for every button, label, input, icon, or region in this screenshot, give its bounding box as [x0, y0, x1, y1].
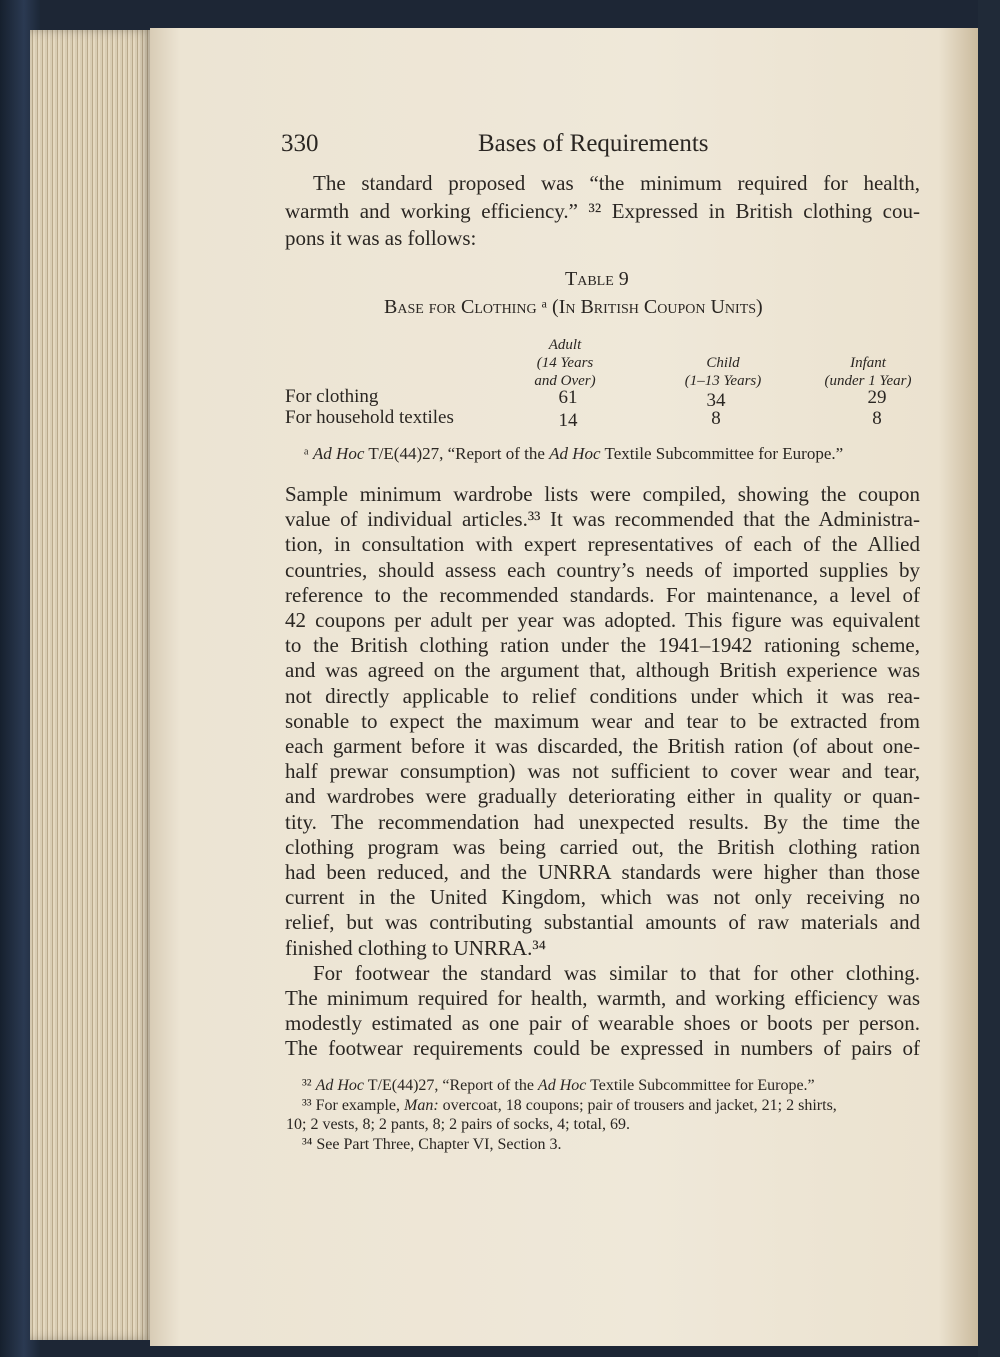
- header-line: (1–13 Years): [684, 373, 762, 389]
- footnote-mark: ᵃ: [304, 444, 309, 463]
- header-line: (under 1 Year): [824, 373, 912, 389]
- text-line: finished clothing to UNRRA.³⁴: [285, 935, 546, 960]
- footnote-33: [302, 1096, 837, 1115]
- text-line: The footwear requirements could be expressed in numbers of pairs of: [285, 1036, 920, 1061]
- text-line: and wardrobes were gradually deteriorating either in quality or quan-: [285, 784, 920, 809]
- running-title: Bases of Requirements: [478, 130, 709, 157]
- cell: 8: [711, 408, 721, 429]
- footnote-34: ³⁴ See Part Three, Chapter VI, Section 3.: [302, 1136, 562, 1153]
- text-line: sonable to expect the maximum wear and tear to be extracted from: [285, 708, 920, 733]
- header-line: Child: [706, 355, 740, 371]
- text-line: not directly applicable to relief conditions under which it was rea-: [285, 683, 920, 708]
- text-line: to the British clothing ration under the 1941–1942 rationing scheme,: [285, 633, 920, 658]
- footnote-italic: Ad Hoc: [315, 1077, 365, 1094]
- header-line: Adult: [548, 337, 582, 353]
- footnote-text: For example,: [315, 1097, 405, 1114]
- background-right: [978, 0, 1000, 1357]
- cell: 29: [867, 387, 887, 408]
- text-line: tity. The recommendation had unexpected results. By the time the: [285, 809, 920, 834]
- footnote-32: [302, 1076, 815, 1095]
- text-line: value of individual articles.³³ It was recommended that the Administra-: [285, 507, 920, 532]
- footnote-mark: ³³: [302, 1097, 312, 1114]
- footnote-33-cont: 10; 2 vests, 8; 2 pants, 8; 2 pairs of socks, 4; total, 69.: [286, 1116, 630, 1133]
- text-line: For footwear the standard was similar to that for other clothing.: [313, 960, 920, 985]
- table-footnote: [304, 444, 843, 463]
- cell: 14: [558, 410, 578, 431]
- table-label: Table 9: [565, 268, 629, 290]
- column-header-adult: [520, 336, 610, 390]
- text-line: modestly estimated as one pair of wearable shoes or boots per person.: [285, 1011, 920, 1036]
- text-line: pons it was as follows:: [285, 226, 477, 250]
- cell: 61: [558, 387, 578, 408]
- column-header-child: [668, 354, 778, 390]
- text-line: had been reduced, and the UNRRA standards were higher than those: [285, 860, 920, 884]
- footnote-italic: Ad Hoc: [549, 444, 601, 463]
- text-line: The minimum required for health, warmth, and working efficiency was: [285, 986, 920, 1010]
- footnote-text: Textile Subcommittee for Europe.”: [600, 444, 844, 463]
- footnote-text: overcoat, 18 coupons; pair of trousers and jacket, 21; 2 shirts,: [438, 1097, 837, 1114]
- column-header-infant: [812, 354, 924, 390]
- text-line: The standard proposed was “the minimum required for health,: [313, 171, 920, 195]
- text-line: current in the United Kingdom, which was not only receiving no: [285, 885, 920, 910]
- header-line: Infant: [850, 355, 886, 371]
- text-line: countries, should assess each country’s needs of imported supplies by: [285, 557, 920, 582]
- footnote-text: T/E(44)27, “Report of the: [364, 1077, 538, 1094]
- footnote-italic: Ad Hoc: [312, 444, 365, 463]
- footnote-text: Textile Subcommittee for Europe.”: [586, 1077, 815, 1094]
- row-label: For clothing: [285, 386, 379, 407]
- text-line: warmth and working efficiency.” ³² Expressed in British clothing cou-: [285, 198, 920, 223]
- text-line: each garment before it was discarded, the British ration (of about one-: [285, 734, 920, 758]
- text-line: half prewar consumption) was not sufficient to cover wear and tear,: [285, 759, 920, 784]
- footnote-italic: Man:: [404, 1097, 439, 1114]
- text-line: clothing program was being carried out, the British clothing ration: [285, 834, 920, 859]
- text-line: reference to the recommended standards. For maintenance, a level of: [285, 582, 920, 607]
- cell: 34: [706, 390, 726, 411]
- text-line: relief, but was contributing substantial amounts of raw materials and: [285, 910, 920, 935]
- text-line: 42 coupons per adult per year was adopted. This figure was equivalent: [285, 608, 920, 632]
- cell: 8: [872, 408, 882, 429]
- footnote-italic: Ad Hoc: [537, 1077, 587, 1094]
- footnote-text: T/E(44)27, “Report of the: [364, 444, 550, 463]
- text-line: and was agreed on the argument that, although British experience was: [285, 658, 920, 683]
- page-number: 330: [281, 130, 319, 157]
- footnote-mark: ³²: [302, 1077, 312, 1094]
- table-caption: Base for Clothing ᵃ (In British Coupon Units): [384, 296, 763, 318]
- header-line: (14 Years: [536, 355, 594, 371]
- header-line: and Over): [534, 373, 596, 389]
- text-line: Sample minimum wardrobe lists were compiled, showing the coupon: [285, 482, 920, 506]
- page-edges: [30, 30, 152, 1340]
- text-line: tion, in consultation with expert representatives of each of the Allied: [285, 532, 920, 557]
- row-label: For household textiles: [285, 407, 454, 428]
